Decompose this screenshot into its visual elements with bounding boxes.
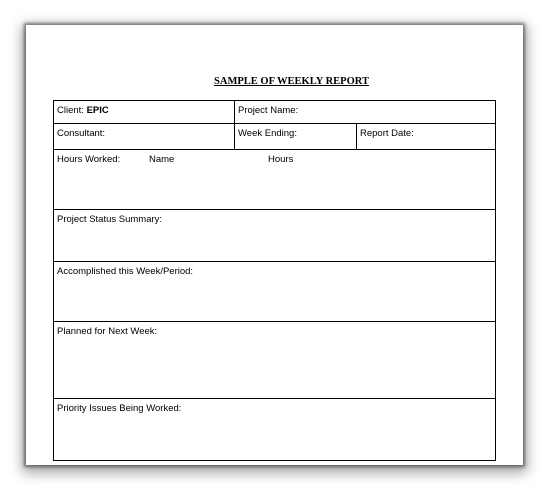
- priority-issues-row[interactable]: [54, 399, 495, 461]
- priority-issues-label: Priority Issues Being Worked:: [57, 403, 182, 414]
- weekly-report-form: [53, 100, 496, 461]
- hours-worked-label: Hours Worked:: [57, 154, 121, 165]
- status-summary-label: Project Status Summary:: [57, 214, 163, 225]
- report-title: SAMPLE OF WEEKLY REPORT: [214, 76, 369, 87]
- client-label: Client:: [57, 105, 84, 116]
- planned-label: Planned for Next Week:: [57, 326, 158, 337]
- status-summary-row[interactable]: [54, 210, 495, 262]
- project-name-cell[interactable]: [234, 101, 495, 123]
- consultant-row: [54, 124, 495, 150]
- report-date-label: Report Date:: [360, 128, 414, 139]
- name-column-header: Name: [149, 154, 175, 165]
- consultant-label: Consultant:: [57, 128, 106, 139]
- report-date-cell[interactable]: [356, 124, 495, 149]
- project-name-label: Project Name:: [238, 105, 299, 116]
- week-ending-label: Week Ending:: [238, 128, 297, 139]
- hours-column-header: Hours: [268, 154, 294, 165]
- accomplished-label: Accomplished this Week/Period:: [57, 266, 194, 277]
- client-value: EPIC: [86, 105, 109, 116]
- hours-worked-row[interactable]: [54, 150, 495, 210]
- planned-row[interactable]: [54, 322, 495, 399]
- week-ending-cell[interactable]: [234, 124, 356, 149]
- report-page: [26, 25, 523, 465]
- client-row: [54, 101, 495, 124]
- client-cell[interactable]: [54, 101, 234, 123]
- consultant-cell[interactable]: [54, 124, 234, 149]
- accomplished-row[interactable]: [54, 262, 495, 322]
